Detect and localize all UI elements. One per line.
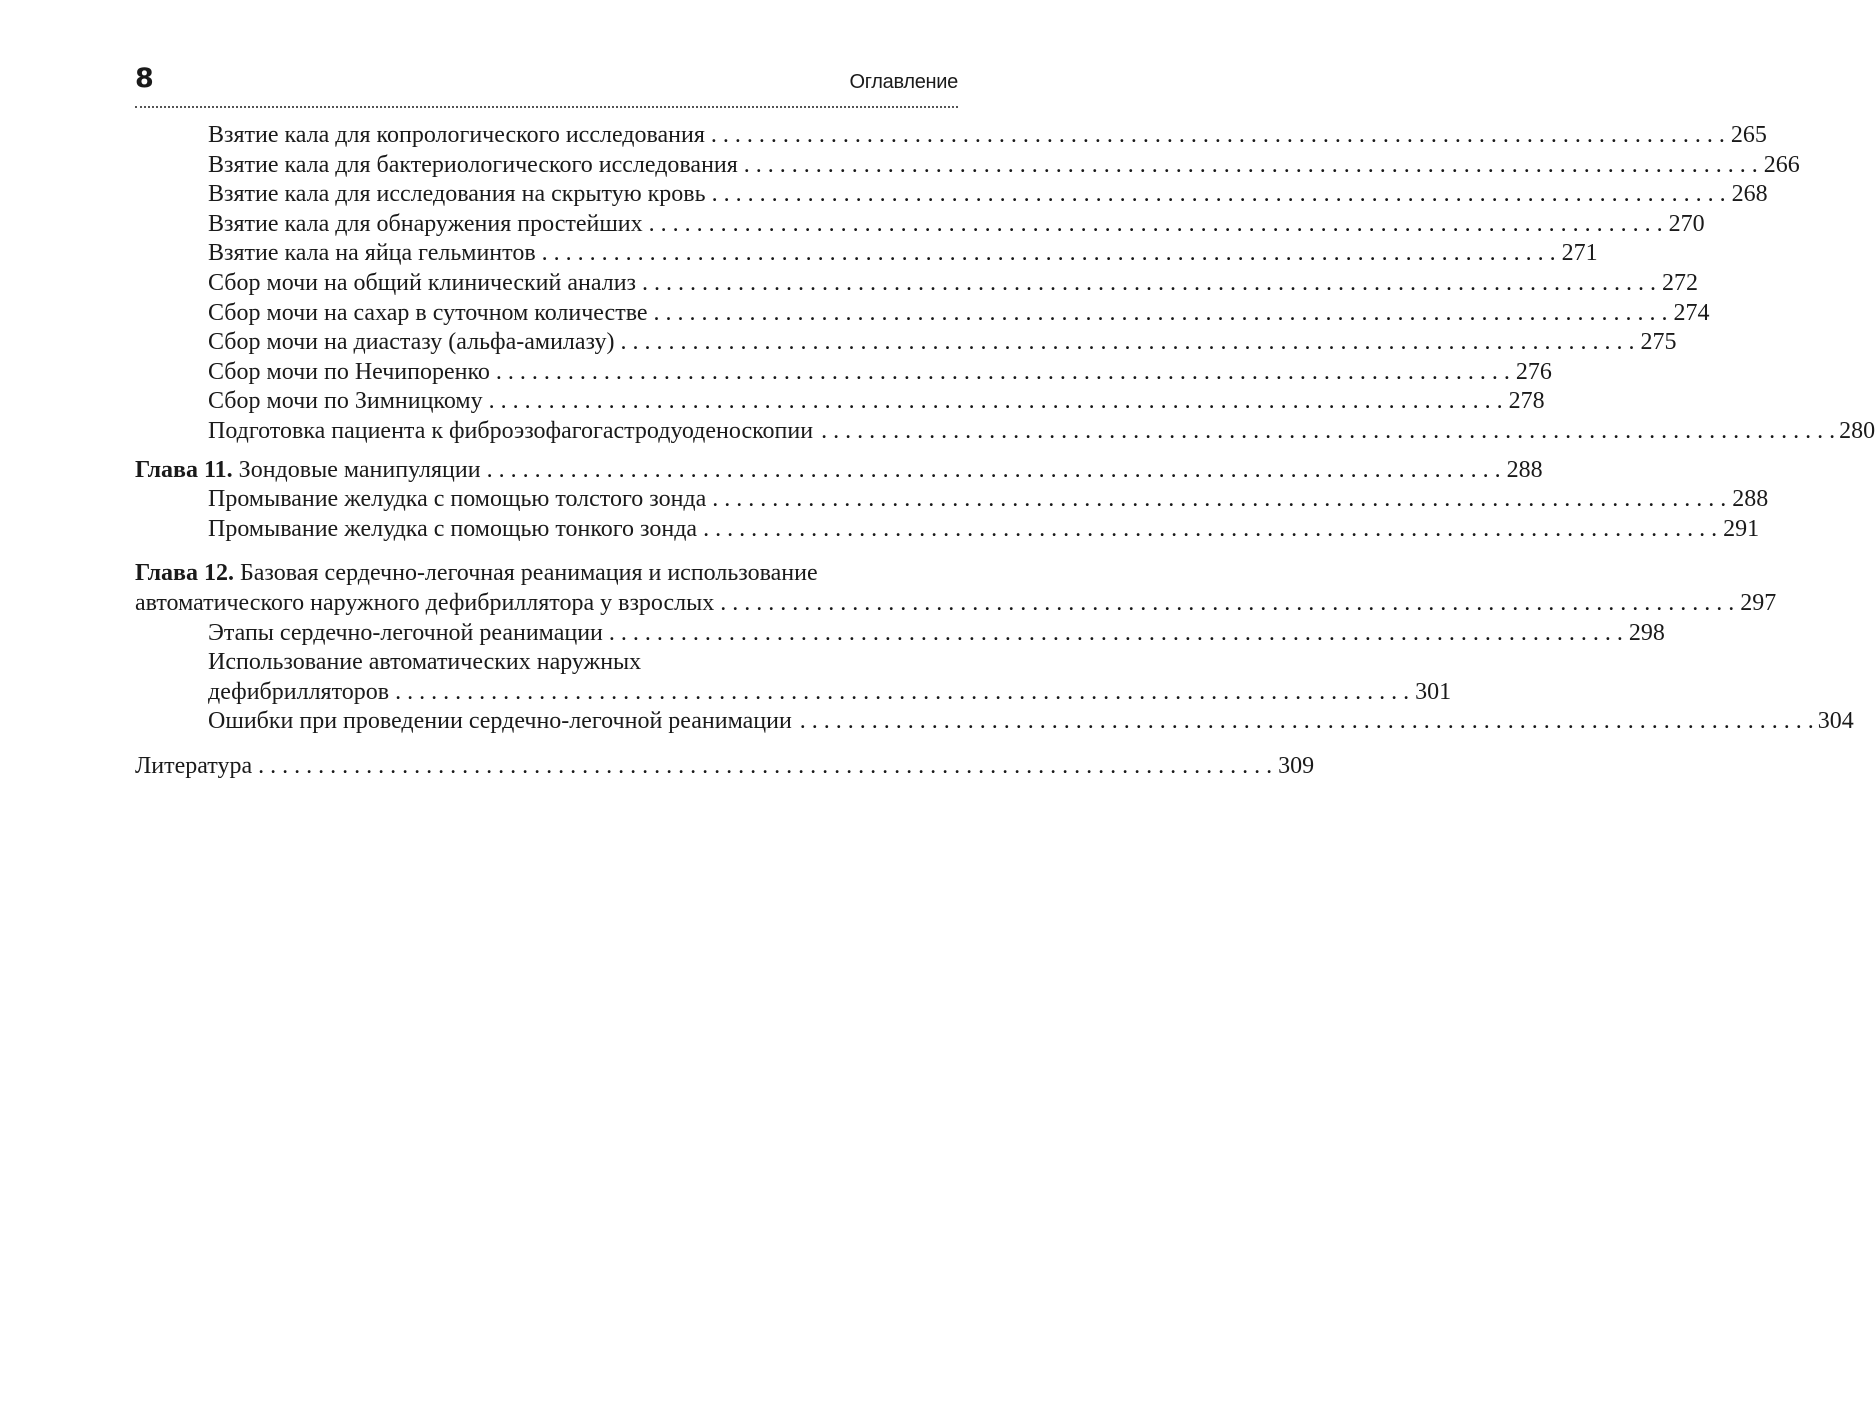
section-title: Оглавление [849,71,958,93]
toc-entry-page: 275 [1640,329,1677,356]
toc-entry-title: Сбор мочи по Зимницкому [208,388,483,415]
toc-entry-page: 266 [1763,151,1800,178]
toc-chapter-title [135,456,481,486]
toc-entry-page: 272 [1662,269,1699,296]
toc-literature [135,752,1315,782]
toc-entry [135,299,1710,329]
toc-entry-page: 298 [1628,619,1665,646]
toc-entry-page: 276 [1515,358,1552,385]
running-head [135,62,958,108]
dot-leader [703,515,1717,545]
toc-entry [135,619,1665,649]
dot-leader [395,678,1409,708]
toc-entry-title: Сбор мочи на общий клинический анализ [208,269,637,296]
page-number: 8 [135,63,154,94]
toc-entry-title: Взятие кала для копрологического исследования [208,122,705,148]
spacer [135,737,958,752]
literature-title: Литература [135,752,253,779]
toc-entry [135,678,1452,708]
toc-entry [135,210,1705,240]
toc-chapter-11 [135,456,1543,486]
toc-entry-title: Взятие кала на яйца гельминтов [208,240,536,267]
toc-entry-page: 291 [1723,515,1760,542]
toc-chapter-12 [135,589,1777,619]
toc-entry [135,180,1768,210]
toc-entry [135,485,1769,515]
dot-leader [489,387,1503,417]
dot-leader [821,417,1835,447]
dot-leader [496,358,1510,388]
dot-leader [642,269,1656,299]
spacer [135,447,958,456]
table-of-contents [135,121,1875,781]
toc-entry-page: 278 [1508,388,1545,415]
toc-entry-page: 280 [1839,417,1875,444]
spacer [135,544,958,559]
toc-entry-page: 274 [1673,299,1710,326]
literature-page: 309 [1278,752,1315,779]
toc-entry-title-line2: дефибрилляторов [208,678,390,705]
dot-leader [712,180,1726,210]
toc-entry [135,121,1767,151]
dot-leader [711,121,1725,151]
toc-entry-page: 304 [1817,708,1854,735]
toc-entry [135,417,1875,447]
dot-leader [654,299,1668,329]
toc-entry-title: Этапы сердечно-легочной реанимации [208,619,603,646]
chapter-label: Глава 12. [135,560,234,587]
chapter-name: Зондовые манипуляции [238,456,481,483]
toc-entry [135,151,1800,181]
toc-entry-title: Сбор мочи на диастазу (альфа-амилазу) [208,329,615,356]
toc-entry [135,707,1854,737]
toc-entry [135,328,1677,358]
toc-entry [135,515,1760,545]
dot-leader [712,485,1726,515]
toc-entry-title: Сбор мочи по Нечипоренко [208,358,490,385]
toc-entry [135,269,1699,299]
chapter-label: Глава 11. [135,456,233,483]
toc-entry-title: Взятие кала для бактериологического исследования [208,151,738,178]
dot-leader [621,328,1635,358]
dot-leader [720,589,1734,619]
toc-chapter-page: 297 [1740,589,1777,616]
chapter-name-line2: автоматического наружного дефибриллятора у взрослых [135,589,715,616]
toc-entry-page: 270 [1668,210,1705,237]
dot-leader [744,151,1758,181]
dot-leader [609,619,1623,649]
toc-entry-title: Взятие кала для исследования на скрытую кровь [208,181,706,208]
toc-chapter-12-line1 [135,559,958,589]
chapter-name-line1: Базовая сердечно-легочная реанимация и использование [240,560,818,587]
toc-entry-page: 265 [1730,122,1767,148]
toc-entry-title: Взятие кала для обнаружения простейших [208,210,643,237]
toc-entry-page: 301 [1415,678,1452,705]
toc-entry-title: Ошибки при проведении сердечно-легочной реанимации [208,708,792,735]
toc-entry-page: 271 [1561,240,1598,267]
toc-entry [135,239,1598,269]
toc-entry-title: Промывание желудка с помощью тонкого зонда [208,515,698,542]
toc-entry-page: 268 [1731,181,1768,208]
dot-leader [649,210,1663,240]
toc-entry [135,358,1552,388]
toc-entry-title: Сбор мочи на сахар в суточном количестве [208,299,648,326]
dot-leader [800,707,1814,737]
toc-entry-page: 288 [1732,486,1769,513]
dot-leader [487,456,1501,486]
dot-leader [258,752,1272,782]
toc-chapter-page: 288 [1506,456,1543,483]
toc-entry-title: Промывание желудка с помощью толстого зонда [208,486,707,513]
toc-entry-title: Подготовка пациента к фиброэзофагогастродуоденоскопии [208,417,814,444]
toc-entry-title-line1: Использование автоматических наружных [208,649,642,676]
toc-entry [135,387,1545,417]
dot-leader [542,239,1556,269]
